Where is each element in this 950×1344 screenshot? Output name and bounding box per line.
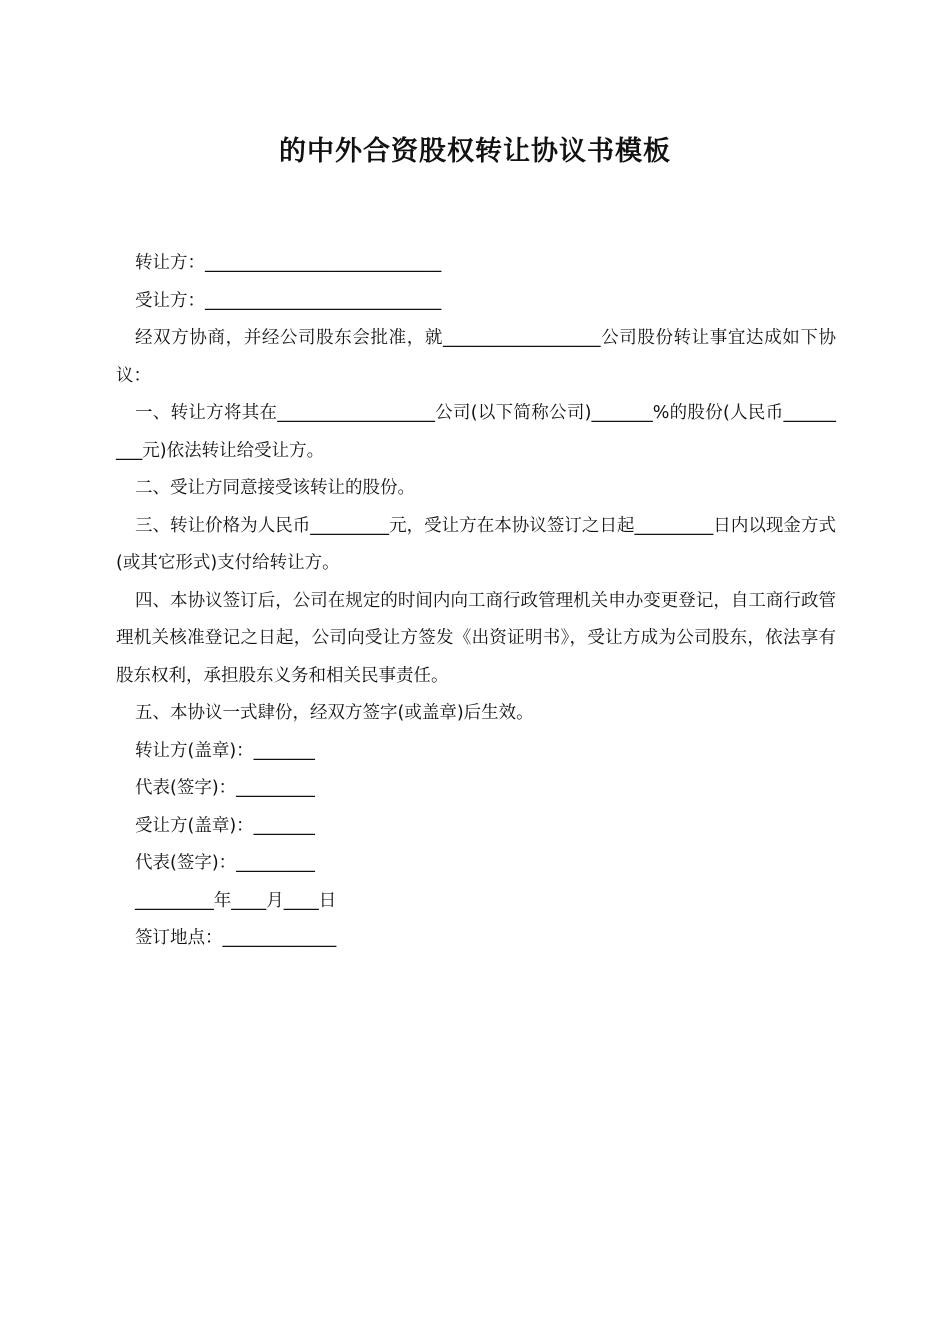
transferee-representative-line: 代表(签字)：_________ [135,853,315,873]
clause-2: 二、受让方同意接受该转让的股份。 [135,478,415,498]
document-body [116,245,836,958]
preamble-paragraph: 经双方协商，并经公司股东会批准，就__________________公司股份转让事宜达成如下协议： [116,328,836,386]
date-line: _________年____月____日 [135,890,337,911]
transferee-seal-line: 受让方(盖章)：_______ [135,815,315,836]
signing-place-line: 签订地点：_____________ [135,928,337,948]
transferor-line: 转让方：___________________________ [135,253,442,273]
document-title: 的中外合资股权转让协议书模板 [279,136,671,167]
clause-5: 五、本协议一式肆份，经双方签字(或盖章)后生效。 [135,703,534,723]
transferor-representative-line: 代表(签字)：_________ [135,778,315,798]
clause-4: 四、本协议签订后，公司在规定的时间内向工商行政管理机关申办变更登记，自工商行政管理机关核准登记之日起，公司向受让方签发《出资证明书》，受让方成为公司股东，依法享有股东权利，承担股东义务和相关民事责任。 [116,590,836,686]
clause-3: 三、转让价格为人民币_________元，受让方在本协议签订之日起_________日内以现金方式(或其它形式)支付给转让方。 [116,515,836,573]
transferor-seal-line: 转让方(盖章)：_______ [135,740,315,761]
transferee-line: 受让方：___________________________ [135,290,442,311]
clause-1: 一、转让方将其在__________________公司(以下简称公司)_______%的股份(人民币_________元)依法转让给受让方。 [116,403,836,461]
